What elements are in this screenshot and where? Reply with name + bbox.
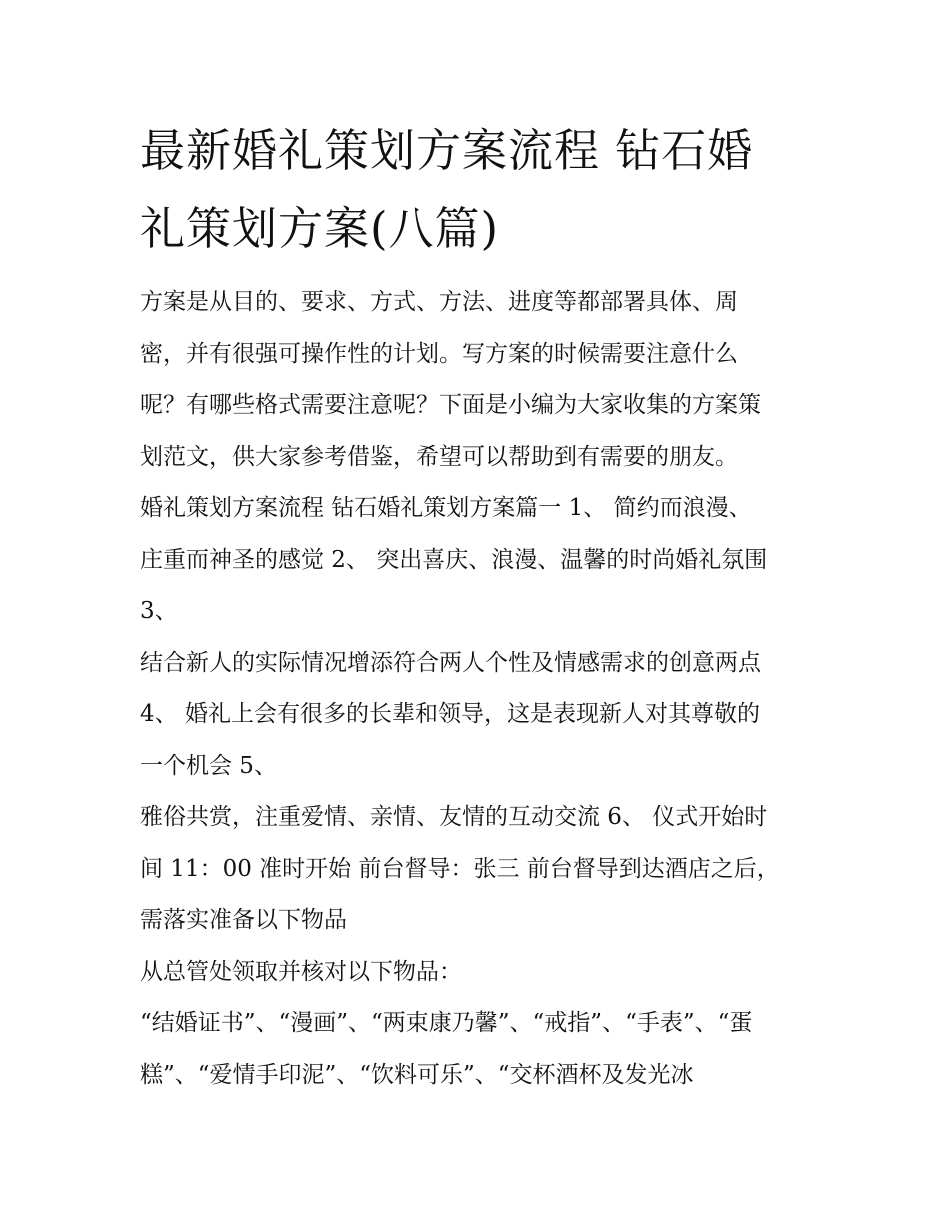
body-line: 一个机会 5、 [140, 752, 277, 779]
body-line: 4、 婚礼上会有很多的长辈和领导，这是表现新人对其尊敬的 [140, 701, 760, 727]
body-line: 庄重而神圣的感觉 2、 突出喜庆、浪漫、温馨的时尚婚礼氛围 [140, 546, 768, 573]
body-line: 需落实准备以下物品 [140, 907, 347, 933]
body-line: 3、 [140, 598, 178, 624]
body-line: 结合新人的实际情况增添符合两人个性及情感需求的创意两点 [140, 649, 761, 676]
body-line: 糕”、“爱情手印泥”、“饮料可乐”、“交杯酒杯及发光冰 [140, 1061, 694, 1088]
body-line: “结婚证书”、“漫画”、“两束康乃馨”、“戒指”、“手表”、“蛋 [140, 1010, 753, 1036]
title-line: 礼策划方案(八篇) [140, 202, 500, 255]
body-line: 婚礼策划方案流程 钻石婚礼策划方案篇一 1、 简约而浪漫、 [140, 495, 752, 521]
body-line: 划范文，供大家参考借鉴，希望可以帮助到有需要的朋友。 [140, 443, 738, 470]
body-line: 呢？有哪些格式需要注意呢？下面是小编为大家收集的方案策 [140, 392, 761, 418]
title-line: 最新婚礼策划方案流程 钻石婚 [140, 124, 754, 177]
body-line: 雅俗共赏，注重爱情、亲情、友情的互动交流 6、 仪式开始时 [140, 804, 768, 830]
body-line: 密，并有很强可操作性的计划。写方案的时候需要注意什么 [140, 340, 738, 367]
body-line: 方案是从目的、要求、方式、方法、进度等都部署具体、周 [140, 289, 738, 315]
document-title [140, 112, 840, 268]
document-body [140, 277, 840, 1101]
body-line: 间 11：00 准时开始 前台督导：张三 前台督导到达酒店之后， [140, 855, 780, 882]
body-line: 从总管处领取并核对以下物品： [140, 958, 462, 985]
